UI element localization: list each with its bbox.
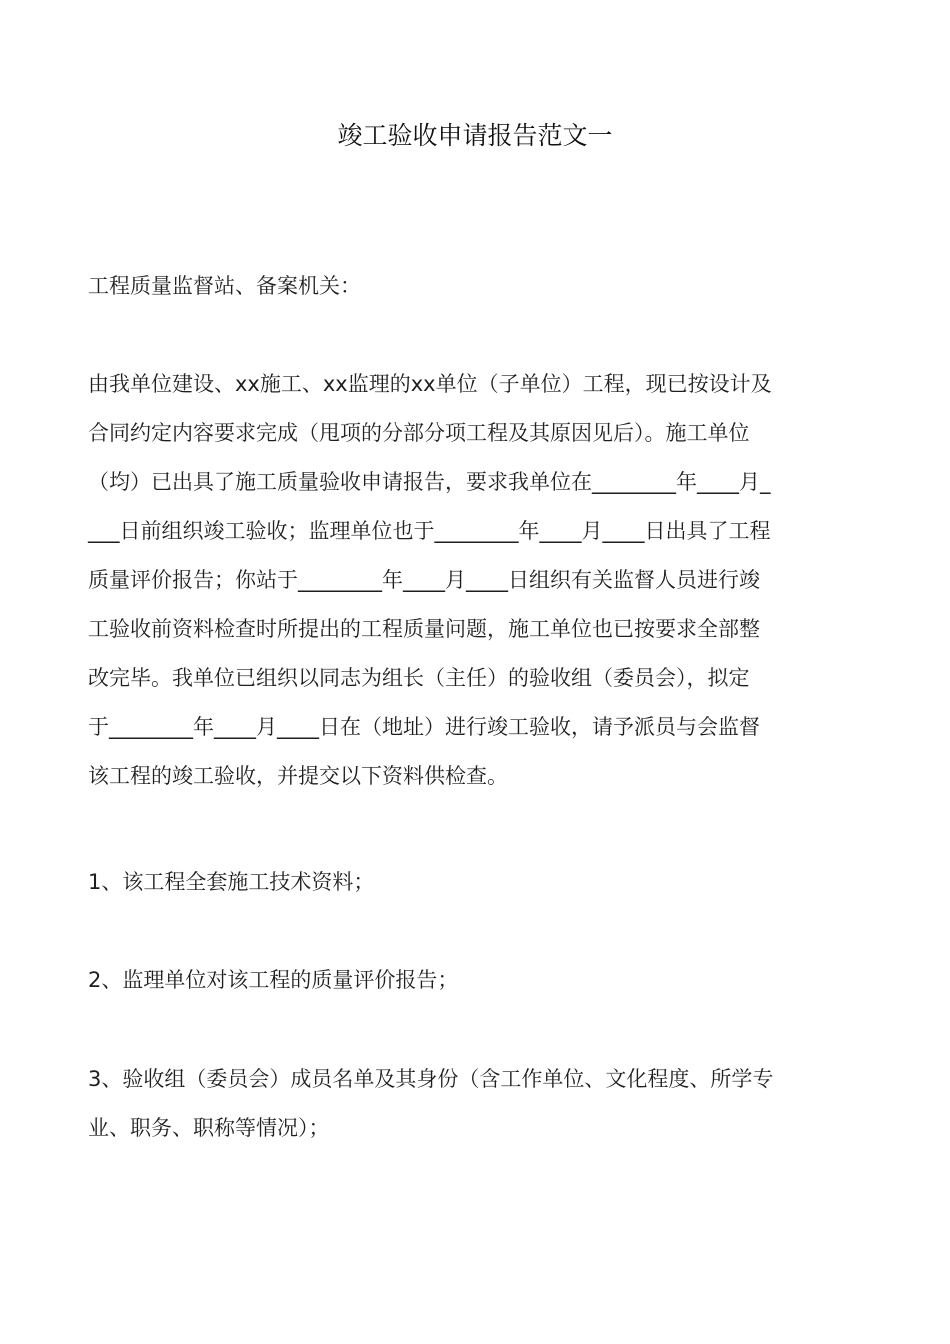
body-line: 该工程的竣工验收，并提交以下资料供检查。: [88, 764, 508, 788]
body-line: 质量评价报告；你站于________年____月____日组织有关监督人员进行竣: [88, 568, 760, 592]
list-item-2: 2、监理单位对该工程的质量评价报告；: [88, 968, 459, 992]
body-line: 工验收前资料检查时所提出的工程质量问题，施工单位也已按要求全部整: [88, 617, 760, 641]
body-line: 于________年____月____日在（地址）进行竣工验收，请予派员与会监督: [88, 715, 760, 739]
salutation: 工程质量监督站、备案机关：: [88, 274, 361, 298]
document-title: 竣工验收申请报告范文一: [337, 121, 613, 150]
list-item-3: [88, 1055, 866, 1153]
body-line: 改完毕。我单位已组织以同志为组长（主任）的验收组（委员会），拟定: [88, 666, 750, 690]
list-item-1: 1、该工程全套施工技术资料；: [88, 870, 375, 894]
body-line: 合同约定内容要求完成（甩项的分部分项工程及其原因见后）。施工单位: [88, 421, 750, 445]
body-line: 由我单位建设、xx施工、xx监理的xx单位（子单位）工程，现已按设计及: [88, 372, 772, 396]
body-line: ___日前组织竣工验收；监理单位也于________年____月____日出具了工程: [88, 519, 771, 543]
body-paragraph: [88, 360, 866, 801]
list-item-3-line: 业、职务、职称等情况）；: [88, 1116, 330, 1140]
body-line: （均）已出具了施工质量验收申请报告，要求我单位在________年____月_: [88, 470, 771, 494]
list-item-3-line: 3、验收组（委员会）成员名单及其身份（含工作单位、文化程度、所学专: [88, 1067, 774, 1091]
